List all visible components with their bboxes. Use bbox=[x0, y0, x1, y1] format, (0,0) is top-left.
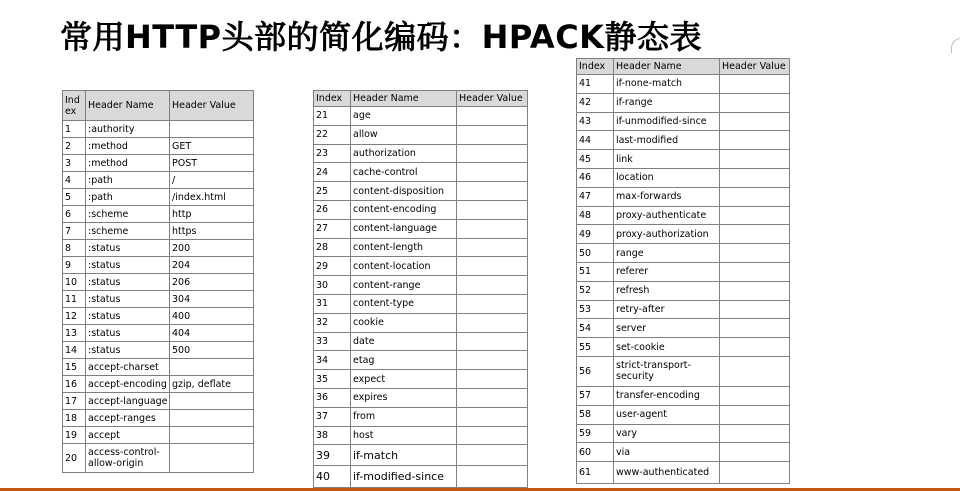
column-header-index: Index bbox=[577, 59, 614, 75]
cell-index: 13 bbox=[63, 325, 86, 342]
table-row bbox=[314, 238, 528, 257]
cell-header-name: :status bbox=[86, 291, 170, 308]
cell-index: 34 bbox=[314, 351, 351, 370]
cell-header-value bbox=[170, 444, 254, 473]
cell-header-name: range bbox=[614, 244, 720, 263]
table-row bbox=[314, 107, 528, 126]
table-row bbox=[314, 388, 528, 407]
cell-header-name: expires bbox=[351, 388, 457, 407]
cell-header-name: allow bbox=[351, 125, 457, 144]
table-row bbox=[577, 338, 790, 357]
cell-index: 27 bbox=[314, 219, 351, 238]
static-table-2 bbox=[313, 90, 528, 488]
cell-header-name: cookie bbox=[351, 313, 457, 332]
table-row bbox=[63, 189, 254, 206]
cell-header-name: expect bbox=[351, 370, 457, 389]
slide-edge-decoration bbox=[951, 38, 960, 53]
cell-index: 47 bbox=[577, 187, 614, 206]
cell-header-name: www-authenticated bbox=[614, 462, 720, 484]
table-row bbox=[63, 274, 254, 291]
cell-header-value bbox=[457, 407, 528, 426]
cell-header-value bbox=[720, 262, 790, 281]
cell-header-name: authorization bbox=[351, 144, 457, 163]
cell-header-name: server bbox=[614, 319, 720, 338]
table-row bbox=[577, 405, 790, 424]
cell-index: 37 bbox=[314, 407, 351, 426]
cell-header-value bbox=[457, 313, 528, 332]
table-row bbox=[63, 257, 254, 274]
table-row bbox=[577, 187, 790, 206]
cell-header-value bbox=[720, 168, 790, 187]
cell-header-name: content-range bbox=[351, 276, 457, 295]
cell-index: 29 bbox=[314, 257, 351, 276]
cell-index: 41 bbox=[577, 75, 614, 94]
cell-header-name: link bbox=[614, 150, 720, 169]
cell-index: 10 bbox=[63, 274, 86, 291]
table-row bbox=[577, 424, 790, 443]
cell-header-value: http bbox=[170, 206, 254, 223]
static-table-3 bbox=[576, 58, 790, 484]
cell-header-value bbox=[720, 462, 790, 484]
cell-header-name: :authority bbox=[86, 121, 170, 138]
cell-header-value: 206 bbox=[170, 274, 254, 291]
cell-header-name: :method bbox=[86, 155, 170, 172]
cell-header-value bbox=[170, 393, 254, 410]
cell-index: 49 bbox=[577, 225, 614, 244]
cell-header-value bbox=[170, 359, 254, 376]
cell-header-name: set-cookie bbox=[614, 338, 720, 357]
cell-index: 31 bbox=[314, 294, 351, 313]
cell-index: 28 bbox=[314, 238, 351, 257]
cell-index: 25 bbox=[314, 182, 351, 201]
table-row bbox=[577, 244, 790, 263]
cell-header-name: accept-ranges bbox=[86, 410, 170, 427]
table-row bbox=[314, 182, 528, 201]
cell-index: 48 bbox=[577, 206, 614, 225]
cell-header-name: vary bbox=[614, 424, 720, 443]
cell-index: 39 bbox=[314, 445, 351, 466]
cell-header-name: :status bbox=[86, 342, 170, 359]
cell-index: 5 bbox=[63, 189, 86, 206]
cell-header-name: max-forwards bbox=[614, 187, 720, 206]
cell-index: 2 bbox=[63, 138, 86, 155]
cell-index: 16 bbox=[63, 376, 86, 393]
cell-header-name: content-language bbox=[351, 219, 457, 238]
cell-header-name: refresh bbox=[614, 281, 720, 300]
cell-index: 44 bbox=[577, 131, 614, 150]
table-row bbox=[63, 410, 254, 427]
cell-index: 58 bbox=[577, 405, 614, 424]
cell-header-name: :status bbox=[86, 308, 170, 325]
table-row bbox=[577, 131, 790, 150]
cell-header-value bbox=[720, 131, 790, 150]
table-row bbox=[63, 393, 254, 410]
table-row bbox=[577, 150, 790, 169]
cell-index: 40 bbox=[314, 466, 351, 488]
cell-header-value bbox=[457, 219, 528, 238]
cell-header-value bbox=[457, 351, 528, 370]
cell-header-name: :method bbox=[86, 138, 170, 155]
cell-index: 18 bbox=[63, 410, 86, 427]
column-header-name: Header Name bbox=[614, 59, 720, 75]
table-row bbox=[314, 257, 528, 276]
cell-header-value bbox=[457, 294, 528, 313]
cell-header-name: retry-after bbox=[614, 300, 720, 319]
table-row bbox=[577, 386, 790, 405]
cell-index: 9 bbox=[63, 257, 86, 274]
cell-header-value bbox=[457, 163, 528, 182]
cell-header-name: :status bbox=[86, 240, 170, 257]
cell-index: 32 bbox=[314, 313, 351, 332]
cell-header-name: age bbox=[351, 107, 457, 126]
cell-header-value: https bbox=[170, 223, 254, 240]
table-row bbox=[63, 427, 254, 444]
cell-header-name: content-length bbox=[351, 238, 457, 257]
table-row bbox=[314, 294, 528, 313]
cell-header-value bbox=[170, 121, 254, 138]
table-row bbox=[63, 121, 254, 138]
cell-index: 3 bbox=[63, 155, 86, 172]
cell-header-name: if-unmodified-since bbox=[614, 112, 720, 131]
cell-header-value: GET bbox=[170, 138, 254, 155]
cell-index: 23 bbox=[314, 144, 351, 163]
cell-header-name: content-disposition bbox=[351, 182, 457, 201]
cell-header-value bbox=[720, 75, 790, 94]
table-row bbox=[314, 313, 528, 332]
cell-index: 38 bbox=[314, 426, 351, 445]
table-row bbox=[314, 407, 528, 426]
cell-index: 4 bbox=[63, 172, 86, 189]
table-row bbox=[63, 138, 254, 155]
cell-header-name: etag bbox=[351, 351, 457, 370]
table-header-row bbox=[63, 91, 254, 121]
table-row bbox=[577, 319, 790, 338]
cell-header-value bbox=[457, 445, 528, 466]
cell-header-name: :scheme bbox=[86, 206, 170, 223]
table-row bbox=[63, 240, 254, 257]
cell-header-value bbox=[457, 466, 528, 488]
cell-index: 20 bbox=[63, 444, 86, 473]
table-row bbox=[577, 443, 790, 462]
cell-header-value bbox=[720, 150, 790, 169]
cell-index: 52 bbox=[577, 281, 614, 300]
cell-header-value bbox=[457, 370, 528, 389]
cell-header-name: transfer-encoding bbox=[614, 386, 720, 405]
table-row bbox=[314, 466, 528, 488]
cell-index: 42 bbox=[577, 93, 614, 112]
cell-header-value bbox=[720, 319, 790, 338]
cell-header-value bbox=[720, 187, 790, 206]
cell-index: 33 bbox=[314, 332, 351, 351]
cell-header-value: 400 bbox=[170, 308, 254, 325]
cell-header-name: content-type bbox=[351, 294, 457, 313]
cell-header-name: host bbox=[351, 426, 457, 445]
cell-index: 24 bbox=[314, 163, 351, 182]
table-header-row bbox=[314, 91, 528, 107]
column-header-index: Index bbox=[314, 91, 351, 107]
table-row bbox=[577, 206, 790, 225]
page-title: 常用HTTP头部的简化编码：HPACK静态表 bbox=[60, 18, 702, 56]
column-header-value: Header Value bbox=[720, 59, 790, 75]
cell-header-value bbox=[720, 225, 790, 244]
cell-header-name: date bbox=[351, 332, 457, 351]
cell-header-value bbox=[457, 200, 528, 219]
cell-index: 14 bbox=[63, 342, 86, 359]
cell-header-name: content-location bbox=[351, 257, 457, 276]
cell-index: 21 bbox=[314, 107, 351, 126]
cell-header-value bbox=[720, 386, 790, 405]
table-row bbox=[314, 200, 528, 219]
cell-index: 43 bbox=[577, 112, 614, 131]
static-table-1 bbox=[62, 90, 254, 473]
cell-index: 12 bbox=[63, 308, 86, 325]
cell-index: 51 bbox=[577, 262, 614, 281]
cell-header-name: strict-transport-security bbox=[614, 356, 720, 386]
cell-index: 7 bbox=[63, 223, 86, 240]
table-row bbox=[63, 342, 254, 359]
table-row bbox=[63, 359, 254, 376]
cell-index: 36 bbox=[314, 388, 351, 407]
cell-header-value: 500 bbox=[170, 342, 254, 359]
cell-header-value bbox=[720, 112, 790, 131]
cell-index: 55 bbox=[577, 338, 614, 357]
cell-header-name: :status bbox=[86, 325, 170, 342]
table-row bbox=[577, 462, 790, 484]
cell-header-name: user-agent bbox=[614, 405, 720, 424]
table-row bbox=[63, 291, 254, 308]
cell-header-value bbox=[457, 238, 528, 257]
table-row bbox=[577, 281, 790, 300]
cell-header-name: via bbox=[614, 443, 720, 462]
cell-header-name: proxy-authenticate bbox=[614, 206, 720, 225]
cell-index: 1 bbox=[63, 121, 86, 138]
cell-header-value bbox=[720, 443, 790, 462]
cell-header-value bbox=[720, 424, 790, 443]
cell-index: 19 bbox=[63, 427, 86, 444]
cell-index: 54 bbox=[577, 319, 614, 338]
table-row bbox=[314, 276, 528, 295]
cell-header-name: :path bbox=[86, 189, 170, 206]
column-header-name: Header Name bbox=[351, 91, 457, 107]
cell-index: 53 bbox=[577, 300, 614, 319]
cell-header-name: :scheme bbox=[86, 223, 170, 240]
cell-header-name: accept bbox=[86, 427, 170, 444]
cell-header-value bbox=[720, 405, 790, 424]
cell-index: 15 bbox=[63, 359, 86, 376]
table-row bbox=[577, 93, 790, 112]
cell-index: 46 bbox=[577, 168, 614, 187]
cell-index: 6 bbox=[63, 206, 86, 223]
table-row bbox=[63, 155, 254, 172]
table-row bbox=[314, 445, 528, 466]
column-header-index: Ind ex bbox=[63, 91, 86, 121]
cell-header-value bbox=[720, 93, 790, 112]
table-row bbox=[314, 144, 528, 163]
cell-index: 56 bbox=[577, 356, 614, 386]
table-row bbox=[577, 300, 790, 319]
cell-header-value bbox=[457, 144, 528, 163]
cell-header-value bbox=[457, 388, 528, 407]
cell-header-name: if-modified-since bbox=[351, 466, 457, 488]
cell-header-value bbox=[720, 244, 790, 263]
cell-header-value bbox=[170, 410, 254, 427]
column-header-name: Header Name bbox=[86, 91, 170, 121]
cell-index: 22 bbox=[314, 125, 351, 144]
table-row bbox=[577, 262, 790, 281]
table-row bbox=[63, 444, 254, 473]
cell-header-name: cache-control bbox=[351, 163, 457, 182]
cell-header-name: if-range bbox=[614, 93, 720, 112]
cell-index: 8 bbox=[63, 240, 86, 257]
table-row bbox=[314, 351, 528, 370]
cell-header-value bbox=[720, 281, 790, 300]
cell-header-value bbox=[457, 107, 528, 126]
cell-header-name: accept-language bbox=[86, 393, 170, 410]
cell-header-value bbox=[720, 300, 790, 319]
cell-index: 61 bbox=[577, 462, 614, 484]
cell-index: 35 bbox=[314, 370, 351, 389]
cell-header-value bbox=[457, 257, 528, 276]
cell-header-value: gzip, deflate bbox=[170, 376, 254, 393]
table-header-row bbox=[577, 59, 790, 75]
cell-index: 11 bbox=[63, 291, 86, 308]
cell-header-name: :status bbox=[86, 257, 170, 274]
cell-header-name: if-none-match bbox=[614, 75, 720, 94]
cell-index: 59 bbox=[577, 424, 614, 443]
cell-index: 45 bbox=[577, 150, 614, 169]
cell-header-name: referer bbox=[614, 262, 720, 281]
cell-index: 30 bbox=[314, 276, 351, 295]
cell-header-name: proxy-authorization bbox=[614, 225, 720, 244]
cell-header-value: / bbox=[170, 172, 254, 189]
cell-header-name: :path bbox=[86, 172, 170, 189]
table-row bbox=[314, 370, 528, 389]
cell-header-value: POST bbox=[170, 155, 254, 172]
cell-header-value bbox=[457, 182, 528, 201]
table-row bbox=[314, 163, 528, 182]
cell-header-value bbox=[457, 276, 528, 295]
table-row bbox=[314, 426, 528, 445]
column-header-value: Header Value bbox=[170, 91, 254, 121]
cell-header-value: 200 bbox=[170, 240, 254, 257]
cell-header-value: /index.html bbox=[170, 189, 254, 206]
cell-header-name: from bbox=[351, 407, 457, 426]
table-row bbox=[577, 225, 790, 244]
cell-header-value bbox=[720, 206, 790, 225]
cell-header-name: if-match bbox=[351, 445, 457, 466]
cell-index: 50 bbox=[577, 244, 614, 263]
table-row bbox=[314, 332, 528, 351]
table-row bbox=[577, 112, 790, 131]
cell-header-name: access-control-allow-origin bbox=[86, 444, 170, 473]
cell-index: 57 bbox=[577, 386, 614, 405]
table-row bbox=[314, 125, 528, 144]
cell-header-value bbox=[457, 426, 528, 445]
cell-header-name: accept-charset bbox=[86, 359, 170, 376]
table-row bbox=[577, 75, 790, 94]
table-row bbox=[63, 206, 254, 223]
cell-header-value bbox=[457, 332, 528, 351]
cell-header-value: 304 bbox=[170, 291, 254, 308]
cell-index: 17 bbox=[63, 393, 86, 410]
cell-header-name: accept-encoding bbox=[86, 376, 170, 393]
cell-header-value bbox=[170, 427, 254, 444]
table-row bbox=[63, 376, 254, 393]
cell-index: 26 bbox=[314, 200, 351, 219]
cell-header-name: location bbox=[614, 168, 720, 187]
cell-header-name: :status bbox=[86, 274, 170, 291]
cell-header-name: content-encoding bbox=[351, 200, 457, 219]
cell-header-name: last-modified bbox=[614, 131, 720, 150]
table-row bbox=[63, 325, 254, 342]
cell-index: 60 bbox=[577, 443, 614, 462]
column-header-value: Header Value bbox=[457, 91, 528, 107]
table-row bbox=[63, 223, 254, 240]
table-row bbox=[63, 308, 254, 325]
cell-header-value: 404 bbox=[170, 325, 254, 342]
cell-header-value bbox=[720, 356, 790, 386]
table-row bbox=[314, 219, 528, 238]
table-row bbox=[577, 356, 790, 386]
table-row bbox=[63, 172, 254, 189]
cell-header-value bbox=[720, 338, 790, 357]
cell-header-value: 204 bbox=[170, 257, 254, 274]
table-row bbox=[577, 168, 790, 187]
cell-header-value bbox=[457, 125, 528, 144]
